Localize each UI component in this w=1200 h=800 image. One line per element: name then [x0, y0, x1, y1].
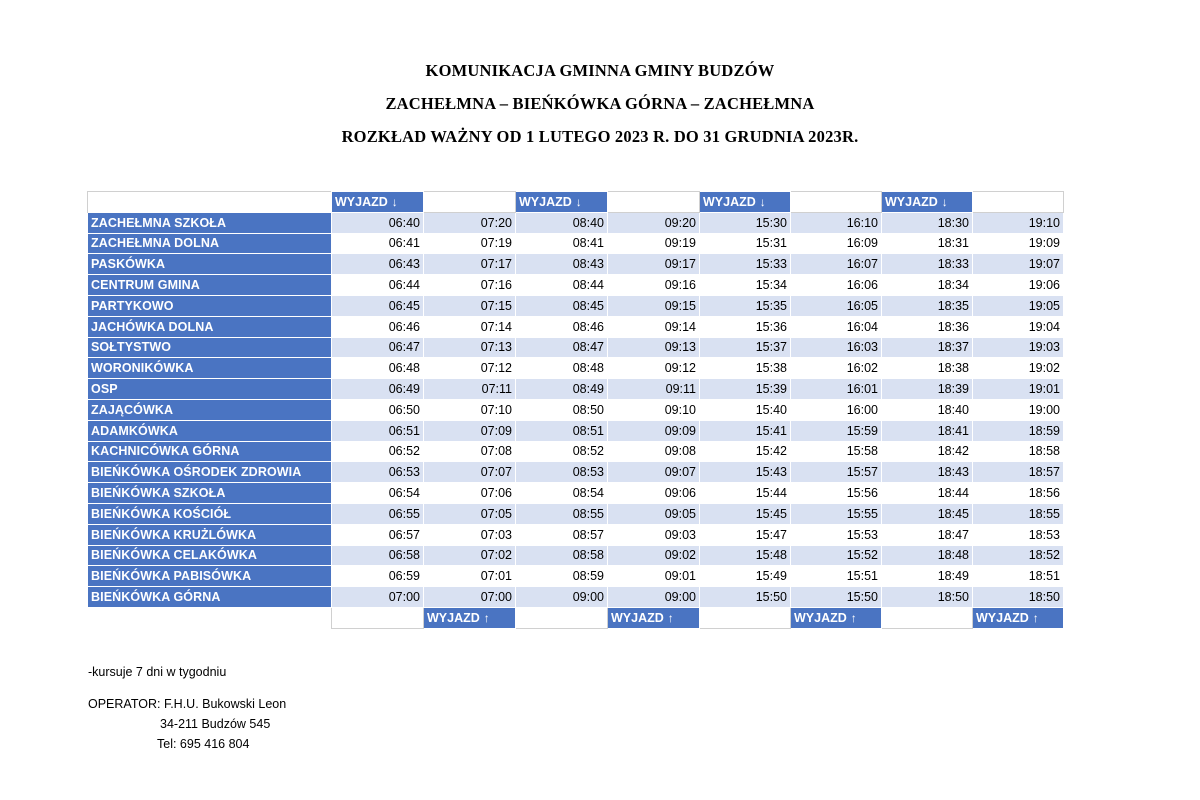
departure-time: 08:54	[516, 483, 608, 504]
departure-time: 19:01	[973, 379, 1064, 400]
departure-time: 08:59	[516, 566, 608, 587]
departure-time: 16:01	[791, 379, 882, 400]
departure-time: 09:14	[608, 316, 700, 337]
departure-time: 15:41	[700, 420, 791, 441]
table-row	[88, 254, 1064, 275]
departure-time: 09:17	[608, 254, 700, 275]
departure-time: 06:46	[332, 316, 424, 337]
departure-time: 18:56	[973, 483, 1064, 504]
departure-time: 15:59	[791, 420, 882, 441]
departure-time: 15:55	[791, 503, 882, 524]
departure-time: 09:09	[608, 420, 700, 441]
stop-name: PASKÓWKA	[88, 254, 332, 275]
departure-time: 18:47	[882, 524, 973, 545]
departure-time: 09:00	[608, 587, 700, 608]
departure-time: 15:33	[700, 254, 791, 275]
departure-time: 08:47	[516, 337, 608, 358]
departure-time: 16:02	[791, 358, 882, 379]
direction-down-1: WYJAZD ↓	[332, 192, 424, 213]
departure-time: 08:49	[516, 379, 608, 400]
header-blank-1	[424, 192, 516, 213]
departure-time: 08:43	[516, 254, 608, 275]
departure-time: 15:57	[791, 462, 882, 483]
departure-time: 15:48	[700, 545, 791, 566]
departure-time: 18:57	[973, 462, 1064, 483]
departure-time: 08:52	[516, 441, 608, 462]
title-route: ZACHEŁMNA – BIEŃKÓWKA GÓRNA – ZACHEŁMNA	[385, 94, 815, 113]
table-row	[88, 379, 1064, 400]
table-row	[88, 275, 1064, 296]
table-row	[88, 295, 1064, 316]
operator-info	[88, 694, 286, 754]
departure-time: 15:30	[700, 212, 791, 233]
departure-time: 06:54	[332, 483, 424, 504]
departure-time: 09:01	[608, 566, 700, 587]
departure-time: 09:07	[608, 462, 700, 483]
operator-name: OPERATOR: F.H.U. Bukowski Leon	[88, 697, 287, 711]
departure-time: 06:52	[332, 441, 424, 462]
departure-time: 15:52	[791, 545, 882, 566]
departure-time: 07:15	[424, 295, 516, 316]
departure-time: 18:31	[882, 233, 973, 254]
departure-time: 09:06	[608, 483, 700, 504]
departure-time: 06:44	[332, 275, 424, 296]
departure-time: 09:02	[608, 545, 700, 566]
departure-time: 16:09	[791, 233, 882, 254]
departure-time: 08:44	[516, 275, 608, 296]
stop-name: CENTRUM GMINA	[88, 275, 332, 296]
departure-time: 08:40	[516, 212, 608, 233]
departure-time: 07:06	[424, 483, 516, 504]
table-row	[88, 212, 1064, 233]
departure-time: 18:44	[882, 483, 973, 504]
departure-time: 09:20	[608, 212, 700, 233]
departure-time: 09:00	[516, 587, 608, 608]
departure-time: 18:55	[973, 503, 1064, 524]
stop-name: BIEŃKÓWKA KRUŻLÓWKA	[88, 524, 332, 545]
departure-time: 09:05	[608, 503, 700, 524]
departure-time: 19:04	[973, 316, 1064, 337]
departure-time: 06:55	[332, 503, 424, 524]
departure-time: 09:03	[608, 524, 700, 545]
departure-time: 18:52	[973, 545, 1064, 566]
header-row	[88, 192, 1064, 213]
direction-down-4: WYJAZD ↓	[882, 192, 973, 213]
footer-corner	[88, 607, 332, 628]
title-validity: ROZKŁAD WAŻNY OD 1 LUTEGO 2023 R. DO 31 GRUDNIA 2023R.	[341, 127, 859, 146]
departure-time: 19:06	[973, 275, 1064, 296]
stop-name: ADAMKÓWKA	[88, 420, 332, 441]
departure-time: 06:51	[332, 420, 424, 441]
table-row	[88, 545, 1064, 566]
departure-time: 07:19	[424, 233, 516, 254]
departure-time: 15:34	[700, 275, 791, 296]
title-organization: KOMUNIKACJA GMINNA GMINY BUDZÓW	[425, 61, 775, 80]
departure-time: 09:16	[608, 275, 700, 296]
departure-time: 19:00	[973, 399, 1064, 420]
footer-blank-2	[516, 607, 608, 628]
departure-time: 08:41	[516, 233, 608, 254]
departure-time: 18:42	[882, 441, 973, 462]
stop-name: PARTYKOWO	[88, 295, 332, 316]
direction-up-4: WYJAZD ↑	[973, 607, 1064, 628]
departure-time: 15:58	[791, 441, 882, 462]
stop-name: KACHNICÓWKA GÓRNA	[88, 441, 332, 462]
operator-address: 34-211 Budzów 545	[160, 717, 271, 731]
footer-blank-1	[332, 607, 424, 628]
departure-time: 15:42	[700, 441, 791, 462]
departure-time: 18:45	[882, 503, 973, 524]
departure-time: 06:48	[332, 358, 424, 379]
departure-time: 08:57	[516, 524, 608, 545]
departure-time: 06:50	[332, 399, 424, 420]
table-row	[88, 233, 1064, 254]
departure-time: 18:40	[882, 399, 973, 420]
departure-time: 06:43	[332, 254, 424, 275]
header-corner	[88, 192, 332, 213]
departure-time: 18:48	[882, 545, 973, 566]
departure-time: 07:14	[424, 316, 516, 337]
table-row	[88, 441, 1064, 462]
departure-time: 18:49	[882, 566, 973, 587]
departure-time: 07:16	[424, 275, 516, 296]
departure-time: 15:44	[700, 483, 791, 504]
departure-time: 06:49	[332, 379, 424, 400]
departure-time: 07:00	[424, 587, 516, 608]
departure-time: 15:31	[700, 233, 791, 254]
departure-time: 18:51	[973, 566, 1064, 587]
departure-time: 07:00	[332, 587, 424, 608]
departure-time: 06:59	[332, 566, 424, 587]
stop-name: WORONIKÓWKA	[88, 358, 332, 379]
table-row	[88, 566, 1064, 587]
stop-name: ZAJĄCÓWKA	[88, 399, 332, 420]
departure-time: 15:49	[700, 566, 791, 587]
table-row	[88, 587, 1064, 608]
departure-time: 07:11	[424, 379, 516, 400]
stop-name: BIEŃKÓWKA OŚRODEK ZDROWIA	[88, 462, 332, 483]
departure-time: 08:53	[516, 462, 608, 483]
direction-down-2: WYJAZD ↓	[516, 192, 608, 213]
table-row	[88, 358, 1064, 379]
departure-time: 19:02	[973, 358, 1064, 379]
departure-time: 09:15	[608, 295, 700, 316]
departure-time: 08:46	[516, 316, 608, 337]
departure-time: 18:58	[973, 441, 1064, 462]
departure-time: 07:07	[424, 462, 516, 483]
departure-time: 08:50	[516, 399, 608, 420]
departure-time: 07:17	[424, 254, 516, 275]
departure-time: 06:40	[332, 212, 424, 233]
operator-phone: Tel: 695 416 804	[157, 737, 250, 751]
direction-down-3: WYJAZD ↓	[700, 192, 791, 213]
departure-time: 09:19	[608, 233, 700, 254]
departure-time: 16:00	[791, 399, 882, 420]
departure-time: 15:35	[700, 295, 791, 316]
departure-time: 06:58	[332, 545, 424, 566]
departure-time: 09:08	[608, 441, 700, 462]
departure-time: 06:57	[332, 524, 424, 545]
departure-time: 18:53	[973, 524, 1064, 545]
departure-time: 15:37	[700, 337, 791, 358]
departure-time: 15:53	[791, 524, 882, 545]
stop-name: BIEŃKÓWKA GÓRNA	[88, 587, 332, 608]
departure-time: 18:33	[882, 254, 973, 275]
stop-name: SOŁTYSTWO	[88, 337, 332, 358]
departure-time: 07:01	[424, 566, 516, 587]
departure-time: 15:39	[700, 379, 791, 400]
departure-time: 15:43	[700, 462, 791, 483]
timetable	[87, 191, 1064, 629]
departure-time: 07:12	[424, 358, 516, 379]
footer-row	[88, 607, 1064, 628]
departure-time: 16:05	[791, 295, 882, 316]
departure-time: 15:50	[791, 587, 882, 608]
stop-name: BIEŃKÓWKA PABISÓWKA	[88, 566, 332, 587]
departure-time: 19:09	[973, 233, 1064, 254]
departure-time: 07:03	[424, 524, 516, 545]
direction-up-3: WYJAZD ↑	[791, 607, 882, 628]
departure-time: 19:05	[973, 295, 1064, 316]
departure-time: 15:38	[700, 358, 791, 379]
departure-time: 16:06	[791, 275, 882, 296]
stop-name: OSP	[88, 379, 332, 400]
stop-name: BIEŃKÓWKA KOŚCIÓŁ	[88, 503, 332, 524]
departure-time: 09:11	[608, 379, 700, 400]
table-row	[88, 524, 1064, 545]
departure-time: 18:50	[973, 587, 1064, 608]
document-header	[0, 58, 1200, 157]
departure-time: 07:08	[424, 441, 516, 462]
departure-time: 15:50	[700, 587, 791, 608]
departure-time: 07:02	[424, 545, 516, 566]
stop-name: JACHÓWKA DOLNA	[88, 316, 332, 337]
departure-time: 07:05	[424, 503, 516, 524]
departure-time: 07:10	[424, 399, 516, 420]
header-blank-2	[608, 192, 700, 213]
departure-time: 07:20	[424, 212, 516, 233]
departure-time: 18:59	[973, 420, 1064, 441]
departure-time: 15:56	[791, 483, 882, 504]
stop-name: ZACHEŁMNA SZKOŁA	[88, 212, 332, 233]
table-row	[88, 420, 1064, 441]
departure-time: 16:04	[791, 316, 882, 337]
departure-time: 19:07	[973, 254, 1064, 275]
departure-time: 08:45	[516, 295, 608, 316]
departure-time: 09:13	[608, 337, 700, 358]
departure-time: 09:12	[608, 358, 700, 379]
departure-time: 18:34	[882, 275, 973, 296]
departure-time: 06:53	[332, 462, 424, 483]
departure-time: 18:43	[882, 462, 973, 483]
departure-time: 15:36	[700, 316, 791, 337]
departure-time: 08:48	[516, 358, 608, 379]
departure-time: 18:30	[882, 212, 973, 233]
table-row	[88, 462, 1064, 483]
table-row	[88, 337, 1064, 358]
departure-time: 16:10	[791, 212, 882, 233]
departure-time: 08:55	[516, 503, 608, 524]
footer-blank-3	[700, 607, 791, 628]
table-row	[88, 483, 1064, 504]
departure-time: 15:51	[791, 566, 882, 587]
table-row	[88, 503, 1064, 524]
departure-time: 18:39	[882, 379, 973, 400]
stop-name: ZACHEŁMNA DOLNA	[88, 233, 332, 254]
table-row	[88, 316, 1064, 337]
table-row	[88, 399, 1064, 420]
departure-time: 19:10	[973, 212, 1064, 233]
departure-time: 07:09	[424, 420, 516, 441]
schedule-note: -kursuje 7 dni w tygodniu	[88, 665, 227, 679]
direction-up-1: WYJAZD ↑	[424, 607, 516, 628]
departure-time: 18:36	[882, 316, 973, 337]
departure-time: 06:45	[332, 295, 424, 316]
departure-time: 15:47	[700, 524, 791, 545]
departure-time: 18:37	[882, 337, 973, 358]
departure-time: 19:03	[973, 337, 1064, 358]
departure-time: 08:51	[516, 420, 608, 441]
departure-time: 15:45	[700, 503, 791, 524]
stop-name: BIEŃKÓWKA CELAKÓWKA	[88, 545, 332, 566]
departure-time: 06:41	[332, 233, 424, 254]
departure-time: 06:47	[332, 337, 424, 358]
departure-time: 18:41	[882, 420, 973, 441]
departure-time: 18:38	[882, 358, 973, 379]
departure-time: 15:40	[700, 399, 791, 420]
departure-time: 07:13	[424, 337, 516, 358]
direction-up-2: WYJAZD ↑	[608, 607, 700, 628]
departure-time: 08:58	[516, 545, 608, 566]
header-blank-3	[791, 192, 882, 213]
header-blank-4	[973, 192, 1064, 213]
departure-time: 16:03	[791, 337, 882, 358]
departure-time: 18:50	[882, 587, 973, 608]
footer-blank-4	[882, 607, 973, 628]
departure-time: 09:10	[608, 399, 700, 420]
departure-time: 18:35	[882, 295, 973, 316]
departure-time: 16:07	[791, 254, 882, 275]
stop-name: BIEŃKÓWKA SZKOŁA	[88, 483, 332, 504]
